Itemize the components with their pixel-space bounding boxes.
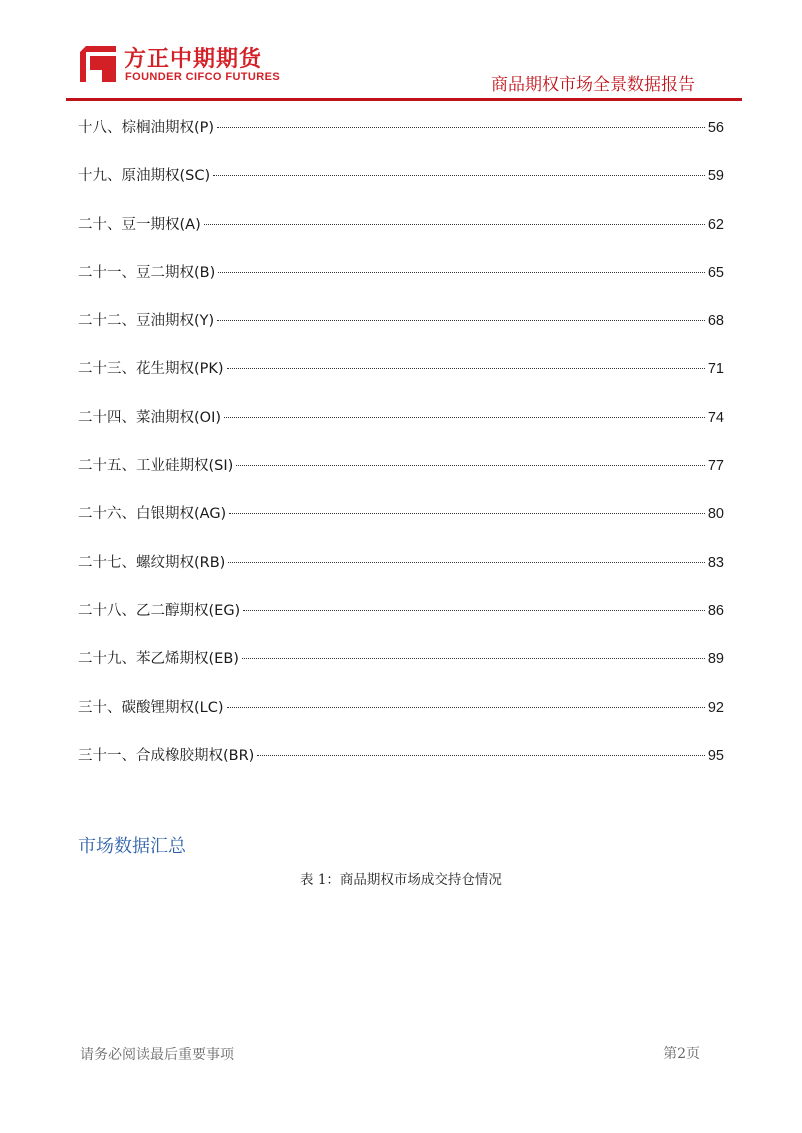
toc-entry[interactable] [78,587,724,635]
toc-entry[interactable] [78,442,724,490]
toc-entry-page: 89 [707,651,724,668]
toc-entry-page: 71 [707,361,724,378]
toc-entry-page: 95 [707,747,724,764]
toc-entry-page: 65 [707,264,724,281]
toc-entry[interactable] [78,152,724,200]
toc-entry[interactable] [78,394,724,442]
toc-dot-leader [236,465,705,466]
toc-entry-page: 56 [707,120,724,136]
toc-dot-leader [224,417,705,418]
report-title: 商品期权市场全景数据报告 [491,75,695,95]
toc-dot-leader [217,127,705,128]
toc-entry[interactable] [78,201,724,249]
toc-entry-label: 二十九、苯乙烯期权(EB) [78,651,239,668]
page-number: 第2页 [663,1046,700,1062]
toc-dot-leader [228,562,705,563]
header-divider [66,98,742,101]
toc-entry-label: 二十三、花生期权(PK) [78,361,224,378]
toc-dot-leader [242,658,705,659]
toc-dot-leader [218,272,705,273]
toc-entry-label: 二十八、乙二醇期权(EG) [78,602,241,619]
table-caption: 表 1：商品期权市场成交持仓情况 [300,872,502,888]
toc-entry-label: 二十四、菜油期权(OI) [78,409,222,426]
toc-entry[interactable] [78,539,724,587]
toc-entry[interactable] [78,732,724,780]
toc-entry-page: 68 [707,313,724,330]
toc-entry[interactable] [78,490,724,538]
footer-notice: 请务必阅读最后重要事项 [80,1047,234,1063]
toc-entry-page: 59 [707,168,724,185]
toc-dot-leader [204,224,705,225]
toc-dot-leader [243,610,705,611]
toc-entry-page: 77 [707,458,724,475]
toc-entry-page: 92 [707,699,724,716]
toc-entry[interactable] [78,684,724,732]
toc-entry[interactable] [78,345,724,393]
toc-dot-leader [227,707,705,708]
toc-entry-label: 二十二、豆油期权(Y) [78,313,215,330]
toc-entry[interactable] [78,635,724,683]
brand-name-en: FOUNDER CIFCO FUTURES [125,71,281,83]
toc-entry-label: 二十一、豆二期权(B) [78,264,216,281]
toc-entry-label: 二十七、螺纹期权(RB) [78,554,226,571]
toc-entry-label: 十八、棕榈油期权(P) [78,120,215,136]
toc-entry-page: 80 [707,506,724,523]
brand-name-cn: 方正中期期货 [124,47,263,72]
toc-dot-leader [227,368,705,369]
toc-entry[interactable] [78,297,724,345]
toc-entry-label: 三十、碳酸锂期权(LC) [78,699,224,716]
toc-dot-leader [229,513,705,514]
toc-entry-page: 83 [707,554,724,571]
toc-entry[interactable] [78,249,724,297]
toc-entry-page: 74 [707,409,724,426]
toc-entry-label: 二十六、白银期权(AG) [78,506,227,523]
section-title: 市场数据汇总 [78,836,186,857]
table-of-contents [78,104,724,780]
toc-entry-label: 十九、原油期权(SC) [78,168,211,185]
toc-entry-page: 86 [707,602,724,619]
toc-entry-page: 62 [707,216,724,233]
toc-entry-label: 二十五、工业硅期权(SI) [78,458,234,475]
toc-dot-leader [257,755,705,756]
toc-entry-label: 二十、豆一期权(A) [78,216,201,233]
toc-dot-leader [213,175,705,176]
founder-logo-icon [80,46,116,82]
toc-dot-leader [217,320,705,321]
toc-entry[interactable] [78,104,724,152]
toc-entry-label: 三十一、合成橡胶期权(BR) [78,747,255,764]
